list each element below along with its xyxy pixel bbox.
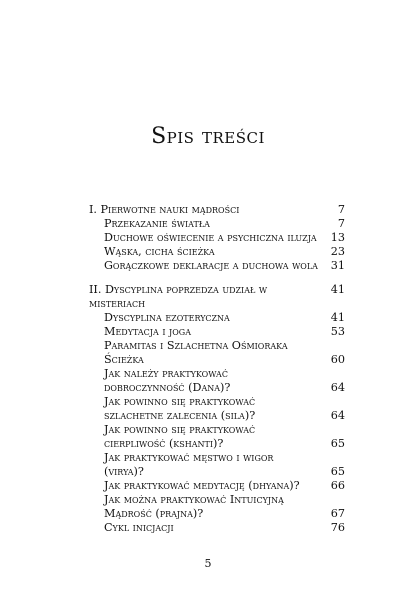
toc-entry-label: Gorączkowe deklaracje a duchowa wola [104,259,318,272]
toc-entry-label: II. Dyscyplina poprzedza udział w misteriach [89,283,268,310]
toc-entry [89,325,345,339]
toc-entry-page: 41 [330,283,345,296]
toc-entry-page: 53 [330,325,345,338]
toc-entry [89,493,345,507]
toc-entry [89,507,345,521]
toc-entry-label: Jak należy praktykować [104,367,228,380]
toc-entry [89,245,345,259]
toc-entry-page: 64 [330,409,345,422]
toc-entry-label: Jak można praktykować Intuicyjną [104,493,284,506]
toc-entry-label: cierpliwość (kshanti)? [104,437,224,450]
page-number: 5 [204,557,212,570]
toc-entry-label: Wąska, cicha ścieżka [104,245,215,258]
toc-entry-label: szlachetne zalecenia (sila)? [104,409,256,422]
toc-entry-label: Przekazanie światła [104,217,210,230]
toc-entry-label: Cykl inicjacji [104,521,174,534]
toc-entry [89,353,345,367]
toc-entry [89,437,345,451]
toc-entry [89,451,345,465]
section-gap [89,273,345,283]
table-of-contents [89,203,345,535]
toc-entry [89,409,345,423]
toc-entry-page: 65 [330,437,345,450]
toc-entry [89,259,345,273]
toc-entry-label: Mądrość (prajna)? [104,507,204,520]
toc-entry-page: 13 [330,231,345,244]
toc-entry [89,381,345,395]
toc-entry-page: 31 [330,259,345,272]
toc-entry-label: Jak praktykować męstwo i wigor [104,451,274,464]
toc-entry [89,231,345,245]
toc-entry-label: Medytacja i joga [104,325,191,338]
toc-entry-label: Duchowe oświecenie a psychiczna iluzja [104,231,317,244]
toc-entry-page: 60 [330,353,345,366]
toc-entry-label: Dyscyplina ezoteryczna [104,311,230,324]
toc-entry-label: I. Pierwotne nauki mądrości [89,203,240,216]
toc-entry-page: 7 [337,217,345,230]
toc-entry [89,465,345,479]
toc-entry-page: 66 [330,479,345,492]
toc-entry-page: 41 [330,311,345,324]
toc-entry [89,311,345,325]
toc-entry-label: (virya)? [104,465,144,478]
toc-entry-label: Ścieżka [104,353,144,366]
toc-entry-label: Jak powinno się praktykować [104,395,256,408]
toc-entry-page: 76 [330,521,345,534]
toc-entry [89,521,345,535]
toc-entry-page: 67 [330,507,345,520]
page-title: Spis treści [151,124,265,149]
toc-entry [89,203,345,217]
toc-entry-page: 65 [330,465,345,478]
toc-entry-page: 64 [330,381,345,394]
toc-entry-label: Jak powinno się praktykować [104,423,256,436]
toc-entry-label: Jak praktykować medytację (dhyana)? [104,479,300,492]
toc-entry-label: Paramitas i Szlachetna Ośmioraka [104,339,288,352]
toc-entry-label: dobroczynność (Dana)? [104,381,231,394]
toc-entry [89,395,345,409]
toc-entry [89,283,345,311]
toc-entry-page: 7 [337,203,345,216]
toc-entry [89,217,345,231]
toc-entry [89,367,345,381]
toc-entry [89,339,345,353]
toc-entry [89,479,345,493]
toc-entry-page: 23 [330,245,345,258]
toc-entry [89,423,345,437]
